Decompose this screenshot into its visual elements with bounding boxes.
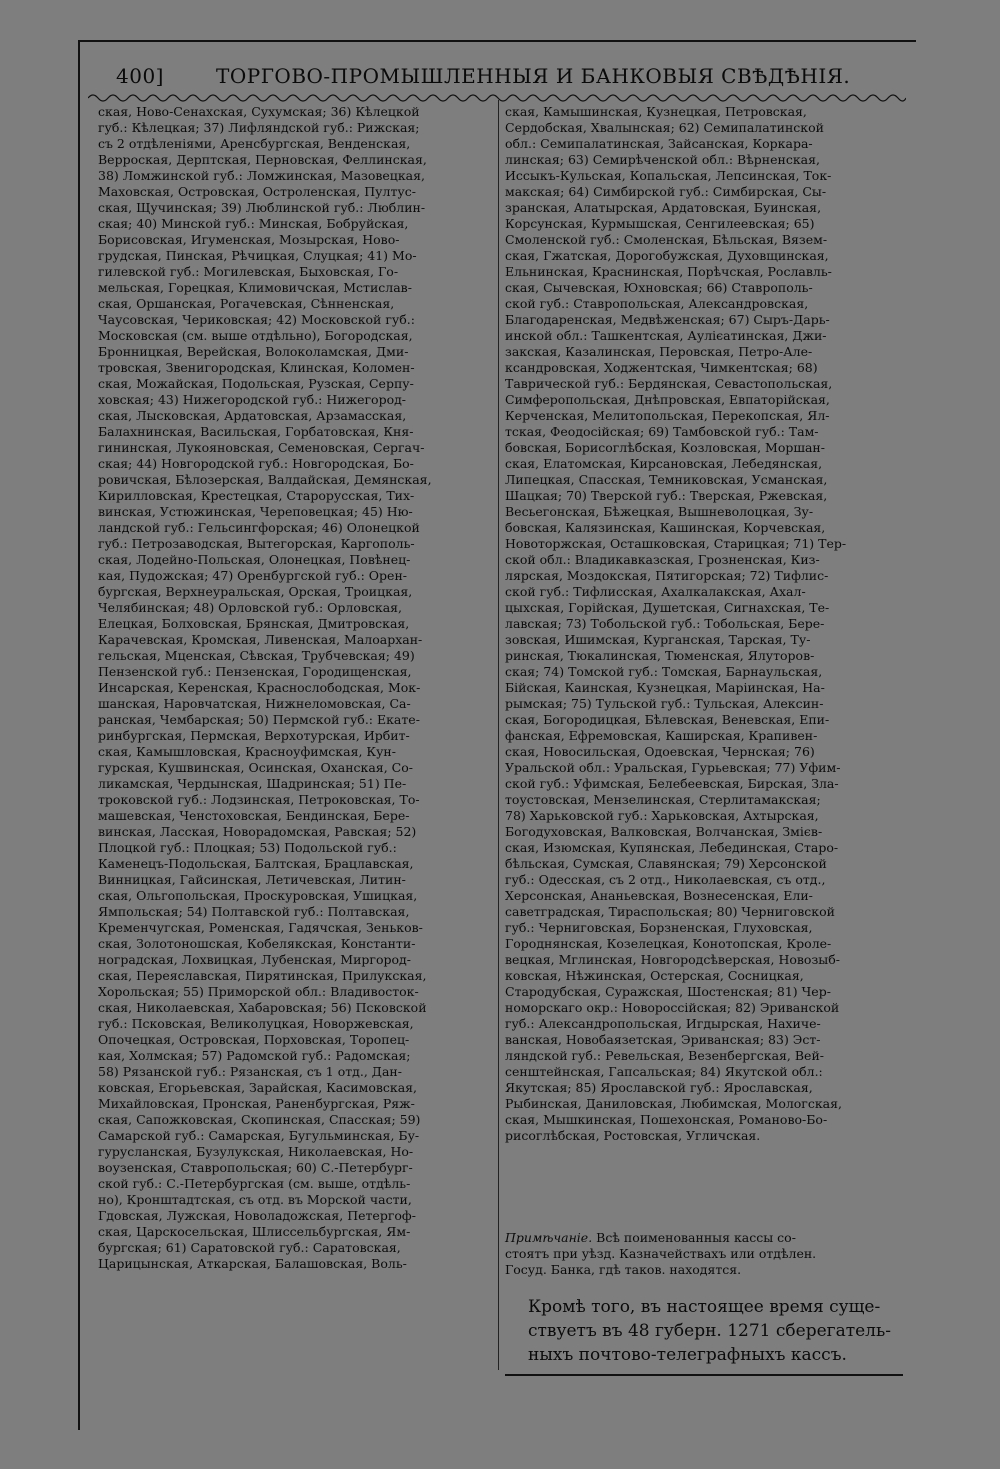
text-line: вецкая, Мглинская, Новгородсѣверская, Новозыб- <box>505 952 840 967</box>
text-line: губ.: Петрозаводская, Вытегорская, Каргополь- <box>98 536 415 551</box>
text-line: ская, Богородицкая, Бѣлевская, Веневская, Епи- <box>505 712 830 727</box>
text-line: 58) Рязанской губ.: Рязанская, съ 1 отд., Дан- <box>98 1064 402 1079</box>
text-line: Херсонская, Ананьевская, Вознесенская, Ели- <box>505 888 813 903</box>
text-line: Верроская, Дерптская, Перновская, Феллинская, <box>98 152 427 167</box>
text-line: Весьегонская, Бѣжецкая, Вышневолоцкая, Зу- <box>505 504 814 519</box>
left-column <box>98 104 496 1272</box>
footnote-line-1: Всѣ поименованныя кассы со- <box>592 1230 796 1245</box>
text-line: губ.: Александропольская, Игдырская, Нахиче- <box>505 1016 821 1031</box>
text-line: мельская, Горецкая, Климовичская, Мстислав- <box>98 280 412 295</box>
text-line: ская; 44) Новгородской губ.: Новгородская, Бо- <box>98 456 414 471</box>
text-line: Иссыкъ-Кульская, Копальская, Лепсинская, Ток- <box>505 168 832 183</box>
text-line: бѣльская, Сумская, Славянская; 79) Херсонской <box>505 856 827 871</box>
text-line: тровская, Звенигородская, Клинская, Коломен- <box>98 360 415 375</box>
text-line: Маховская, Островская, Остроленская, Пултус- <box>98 184 416 199</box>
wavy-divider <box>88 92 906 104</box>
page-header <box>98 64 898 94</box>
text-line: ровичская, Бѣлозерская, Валдайская, Демянская, <box>98 472 432 487</box>
text-line: Шацкая; 70) Тверской губ.: Тверская, Ржевская, <box>505 488 828 503</box>
text-line: кая, Холмская; 57) Радомской губ.: Радомская; <box>98 1048 411 1063</box>
text-line: ринбургская, Пермская, Верхотурская, Ирбит- <box>98 728 410 743</box>
text-line: обл.: Семипалатинская, Зайсанская, Коркара- <box>505 136 813 151</box>
text-line: Челябинская; 48) Орловской губ.: Орловская, <box>98 600 403 615</box>
text-line: Московская (см. выше отдѣльно), Богородская, <box>98 328 413 343</box>
text-line: Инсарская, Керенская, Краснослободская, Мок- <box>98 680 421 695</box>
text-line: ликамская, Чердынская, Шадринская; 51) Пе- <box>98 776 407 791</box>
footnote <box>505 1230 903 1278</box>
text-line: Винницкая, Гайсинская, Летичевская, Литин- <box>98 872 406 887</box>
text-line: ская, Царскосельская, Шлиссельбургская, Ям- <box>98 1224 411 1239</box>
text-line: ранская, Чембарская; 50) Пермской губ.: Екате- <box>98 712 420 727</box>
text-line: Борисовская, Игуменская, Мозырская, Ново- <box>98 232 400 247</box>
text-line: ская, Можайская, Подольская, Рузская, Серпу- <box>98 376 414 391</box>
text-line: Рыбинская, Даниловская, Любимская, Мологская, <box>505 1096 842 1111</box>
text-line: цыхская, Горійская, Душетская, Сигнахская, Те- <box>505 600 830 615</box>
text-line: ковская, Нѣжинская, Остерская, Сосницкая, <box>505 968 804 983</box>
bottom-rule <box>505 1374 903 1376</box>
text-line: ляндской губ.: Ревельская, Везенбергская, Вей- <box>505 1048 825 1063</box>
footnote-label: Примѣчаніе. <box>505 1230 593 1245</box>
text-line: 38) Ломжинской губ.: Ломжинская, Мазовецкая, <box>98 168 425 183</box>
text-line: съ 2 отдѣленіями, Аренсбургская, Венденская, <box>98 136 411 151</box>
text-line: ская, Щучинская; 39) Люблинской губ.: Люблин- <box>98 200 426 215</box>
text-line: винская, Ласская, Новорадомская, Равская; 52) <box>98 824 417 839</box>
text-line: зовская, Ишимская, Курганская, Тарская, Ту- <box>505 632 811 647</box>
text-line: Царицынская, Аткарская, Балашовская, Воль- <box>98 1256 407 1271</box>
text-line: тская, Феодосійская; 69) Тамбовской губ.: Там- <box>505 424 819 439</box>
text-line: ская, Оршанская, Рогачевская, Сѣнненская, <box>98 296 395 311</box>
text-line: Уральской обл.: Уральская, Гурьевская; 77) Уфим- <box>505 760 841 775</box>
text-line: ской губ.: Тифлисская, Ахалкалакская, Ахал- <box>505 584 806 599</box>
text-line: закская, Казалинская, Перовская, Петро-Але- <box>505 344 813 359</box>
text-line: гельская, Мценская, Сѣвская, Трубчевская; 49) <box>98 648 415 663</box>
text-line: фанская, Ефремовская, Каширская, Крапивен- <box>505 728 818 743</box>
text-line: линская; 63) Семирѣченской обл.: Вѣрненская, <box>505 152 820 167</box>
text-line: Балахнинская, Васильская, Горбатовская, Кня- <box>98 424 414 439</box>
text-line: ландской губ.: Гельсингфорская; 46) Олонецкой <box>98 520 420 535</box>
text-line: Пензенской губ.: Пензенская, Городищенская, <box>98 664 412 679</box>
text-line: Якутская; 85) Ярославской губ.: Ярославская, <box>505 1080 813 1095</box>
text-line: ская, Камышинская, Кузнецкая, Петровская, <box>505 104 807 119</box>
text-line: ской губ.: С.-Петербургская (см. выше, отдѣль- <box>98 1176 411 1191</box>
text-line: Кременчугская, Роменская, Гадячская, Зеньков- <box>98 920 423 935</box>
text-line: Симферопольская, Днѣпровская, Евпаторійская, <box>505 392 830 407</box>
text-line: губ.: Кѣлецкая; 37) Лифляндской губ.: Рижская; <box>98 120 420 135</box>
closing-line-1: Кромѣ того, въ настоящее время суще- <box>528 1297 881 1317</box>
text-line: Ямпольская; 54) Полтавской губ.: Полтавская, <box>98 904 410 919</box>
text-line: ская, Сапожковская, Скопинская, Спасская; 59) <box>98 1112 421 1127</box>
text-line: Керченская, Мелитопольская, Перекопская, Ял- <box>505 408 830 423</box>
text-line: инской обл.: Ташкентская, Аулієатинская, Джи- <box>505 328 827 343</box>
text-line: Кирилловская, Крестецкая, Старорусская, Тих- <box>98 488 415 503</box>
footnote-line-2: стоятъ при уѣзд. Казначействахъ или отдѣлен. <box>505 1246 817 1261</box>
text-line: гилевской губ.: Могилевская, Быховская, Го- <box>98 264 399 279</box>
text-line: воузенская, Ставропольская; 60) С.-Петербург- <box>98 1160 413 1175</box>
text-line: Стародубская, Суражская, Шостенская; 81) Чер- <box>505 984 831 999</box>
text-line: ковская, Егорьевская, Зарайская, Касимовская, <box>98 1080 418 1095</box>
text-line: бовская, Борисоглѣбская, Козловская, Моршан- <box>505 440 825 455</box>
text-line: машевская, Ченстоховская, Бендинская, Бере- <box>98 808 410 823</box>
text-line: ская, Лысковская, Ардатовская, Арзамасская, <box>98 408 407 423</box>
text-line: губ.: Псковская, Великолуцкая, Новоржевская, <box>98 1016 414 1031</box>
text-line: шанская, Наровчатская, Нижнеломовская, Са- <box>98 696 411 711</box>
text-line: Богодуховская, Валковская, Волчанская, Змієв- <box>505 824 823 839</box>
text-line: Корсунская, Курмышская, Сенгилеевская; 65) <box>505 216 815 231</box>
text-line: тоустовская, Мензелинская, Стерлитамакская; <box>505 792 821 807</box>
text-line: Бійская, Каинская, Кузнецкая, Маріинская, На- <box>505 680 825 695</box>
right-column <box>505 104 903 1144</box>
text-line: Карачевская, Кромская, Ливенская, Малоархан- <box>98 632 423 647</box>
text-line: гурская, Кушвинская, Осинская, Оханская, Со- <box>98 760 413 775</box>
closing-line-3: ныхъ почтово-телеграфныхъ кассъ. <box>528 1345 847 1365</box>
text-line: бургская; 61) Саратовской губ.: Саратовская, <box>98 1240 401 1255</box>
text-line: кая, Пудожская; 47) Оренбургской губ.: Орен- <box>98 568 408 583</box>
closing-paragraph <box>528 1295 908 1367</box>
text-line: зранская, Алатырская, Ардатовская, Буинская, <box>505 200 822 215</box>
text-line: Новоторжская, Осташковская, Старицкая; 71) Тер- <box>505 536 847 551</box>
text-line: ванская, Новобаязетская, Эриванская; 83) Эст- <box>505 1032 821 1047</box>
text-line: Благодаренская, Медвѣженская; 67) Сыръ-Дарь- <box>505 312 830 327</box>
text-line: бовская, Калязинская, Кашинская, Корчевская, <box>505 520 826 535</box>
text-line: Опочецкая, Островская, Порховская, Торопец- <box>98 1032 410 1047</box>
text-line: ская, Елатомская, Кирсановская, Лебедянская, <box>505 456 823 471</box>
text-line: Таврической губ.: Бердянская, Севастопольская, <box>505 376 833 391</box>
text-line: ская; 74) Томской губ.: Томская, Барнаульская, <box>505 664 823 679</box>
text-line: винская, Устюжинская, Череповецкая; 45) Ню- <box>98 504 413 519</box>
text-line: ской губ.: Уфимская, Белебеевская, Бирская, Зла- <box>505 776 839 791</box>
top-rule <box>78 40 916 42</box>
text-line: Сердобская, Хвалынская; 62) Семипалатинской <box>505 120 824 135</box>
text-line: Плоцкой губ.: Плоцкая; 53) Подольской губ.: <box>98 840 397 855</box>
text-line: Гдовская, Лужская, Новоладожская, Петергоф- <box>98 1208 416 1223</box>
text-line: ринская, Тюкалинская, Тюменская, Ялуторов- <box>505 648 815 663</box>
text-line: ская, Новосильская, Одоевская, Чернская; 76) <box>505 744 815 759</box>
text-line: ская, Переяславская, Пирятинская, Прилукская, <box>98 968 427 983</box>
text-line: грудская, Пинская, Рѣчицкая, Слуцкая; 41) Мо- <box>98 248 417 263</box>
text-line: ская, Мышкинская, Пошехонская, Романово-Бо- <box>505 1112 828 1127</box>
text-line: лярская, Моздокская, Пятигорская; 72) Тифлис- <box>505 568 829 583</box>
text-line: Чаусовская, Чериковская; 42) Московской губ.: <box>98 312 415 327</box>
text-line: ская, Ольгопольская, Проскуровская, Ушицкая, <box>98 888 418 903</box>
text-line: саветградская, Тираспольская; 80) Черниговской <box>505 904 835 919</box>
text-line: Липецкая, Спасская, Темниковская, Усманская, <box>505 472 828 487</box>
text-line: Михайловская, Пронская, Раненбургская, Ряж- <box>98 1096 415 1111</box>
text-line: лавская; 73) Тобольской губ.: Тобольская, Бере- <box>505 616 825 631</box>
footnote-line-3: Госуд. Банка, гдѣ таков. находятся. <box>505 1262 742 1277</box>
text-line: бургская, Верхнеуральская, Орская, Троицкая, <box>98 584 413 599</box>
text-line: сенштейнская, Гапсальская; 84) Якутской обл.: <box>505 1064 823 1079</box>
text-line: 78) Харьковской губ.: Харьковская, Ахтырская, <box>505 808 819 823</box>
text-line: ская, Изюмская, Купянская, Лебединская, Старо- <box>505 840 839 855</box>
text-line: ской обл.: Владикавказская, Грозненская, Киз- <box>505 552 820 567</box>
text-line: Городнянская, Козелецкая, Конотопская, Кроле- <box>505 936 832 951</box>
text-line: ская, Ново-Сенахская, Сухумская; 36) Кѣлецкой <box>98 104 420 119</box>
text-line: ской губ.: Ставропольская, Александровская, <box>505 296 809 311</box>
text-line: ская, Николаевская, Хабаровская; 56) Псковской <box>98 1000 427 1015</box>
text-line: Смоленской губ.: Смоленская, Бѣльская, Вязем- <box>505 232 828 247</box>
text-line: ская, Сычевская, Юхновская; 66) Ставрополь- <box>505 280 813 295</box>
text-line: троковской губ.: Лодзинская, Петроковская, То- <box>98 792 420 807</box>
text-line: Хорольская; 55) Приморской обл.: Владивосток- <box>98 984 419 999</box>
text-line: ноградская, Лохвицкая, Лубенская, Миргород- <box>98 952 411 967</box>
text-line: гининская, Лукояновская, Семеновская, Сергач- <box>98 440 425 455</box>
text-line: Бронницкая, Верейская, Волоколамская, Дми- <box>98 344 409 359</box>
closing-line-2: ствуетъ въ 48 губерн. 1271 сберегатель- <box>528 1321 891 1341</box>
text-line: рисоглѣбская, Ростовская, Угличская. <box>505 1128 761 1143</box>
text-line: Елецкая, Болховская, Брянская, Дмитровская, <box>98 616 410 631</box>
document-page <box>78 40 916 1430</box>
text-line: Ельнинская, Краснинская, Порѣчская, Рославль- <box>505 264 832 279</box>
text-line: Каменецъ-Подольская, Балтская, Брацлавская, <box>98 856 414 871</box>
text-line: но), Кронштадтская, съ отд. въ Морской части, <box>98 1192 412 1207</box>
text-line: ская, Золотоношская, Кобелякская, Константи- <box>98 936 416 951</box>
text-line: ксандровская, Ходжентская, Чимкентская; 68) <box>505 360 818 375</box>
page-title: ТОРГОВО-ПРОМЫШЛЕННЫЯ И БАНКОВЫЯ СВѢДѢНІЯ. <box>216 64 851 88</box>
text-line: гурусланская, Бузулукская, Николаевская, Но- <box>98 1144 414 1159</box>
text-line: ская; 40) Минской губ.: Минская, Бобруйская, <box>98 216 409 231</box>
text-line: ская, Камышловская, Красноуфимская, Кун- <box>98 744 396 759</box>
text-line: ская, Лодейно-Польская, Олонецкая, Повѣнец- <box>98 552 411 567</box>
column-divider <box>498 100 499 1370</box>
left-rule <box>78 40 80 1430</box>
text-line: губ.: Черниговская, Борзненская, Глуховская, <box>505 920 813 935</box>
text-line: ховская; 43) Нижегородской губ.: Нижегород- <box>98 392 407 407</box>
text-line: номорскаго окр.: Новороссійская; 82) Эриванской <box>505 1000 840 1015</box>
text-line: рымская; 75) Тульской губ.: Тульская, Алексин- <box>505 696 824 711</box>
text-line: макская; 64) Симбирской губ.: Симбирская, Сы- <box>505 184 827 199</box>
text-line: Самарской губ.: Самарская, Бугульминская, Бу- <box>98 1128 420 1143</box>
text-line: губ.: Одесская, съ 2 отд., Николаевская, съ отд., <box>505 872 826 887</box>
text-line: ская, Гжатская, Дорогобужская, Духовщинская, <box>505 248 829 263</box>
page-number: 400] <box>116 64 164 88</box>
